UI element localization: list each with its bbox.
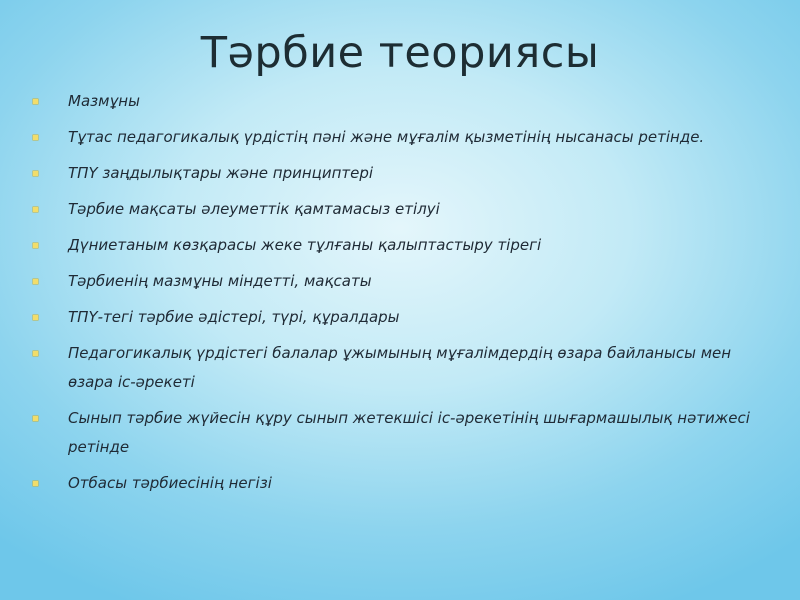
- bullet-square-icon: [33, 481, 38, 486]
- bullet-square-icon: [33, 315, 38, 320]
- bullet-square-icon: [33, 279, 38, 284]
- list-item: [30, 404, 780, 462]
- bullet-square-icon: [33, 99, 38, 104]
- list-item-text: Дүниетаным көзқарасы жеке тұлғаны қалыптастыру тірегі: [68, 236, 542, 254]
- bullet-square-icon: [33, 135, 38, 140]
- bullet-square-icon: [33, 351, 38, 356]
- list-item-text: Отбасы тәрбиесінің негізі: [68, 474, 272, 492]
- list-item-text: ТПҮ заңдылықтары және принциптері: [68, 164, 374, 182]
- bullet-square-icon: [33, 416, 38, 421]
- list-item-text: Тұтас педагогикалық үрдістің пәні және мұғалім қызметінің нысанасы ретінде.: [68, 128, 705, 146]
- list-item: [30, 159, 780, 188]
- list-item: [30, 231, 780, 260]
- list-item-text: Тәрбиенің мазмұны міндетті, мақсаты: [68, 272, 372, 290]
- bullet-square-icon: [33, 243, 38, 248]
- list-item-text: Тәрбие мақсаты әлеуметтік қамтамасыз етілуі: [68, 200, 440, 218]
- bullet-square-icon: [33, 171, 38, 176]
- bullet-square-icon: [33, 207, 38, 212]
- list-item: [30, 469, 780, 498]
- list-item-text: Мазмұны: [68, 92, 140, 110]
- list-item: [30, 87, 780, 116]
- bullet-list: [30, 87, 780, 505]
- list-item-text: Сынып тәрбие жүйесін құру сынып жетекшісі іс-әрекетінің шығармашылық нәтижесі ретінде: [68, 409, 750, 456]
- slide-title: Тәрбие теориясы: [200, 28, 600, 78]
- list-item: [30, 123, 780, 152]
- list-item: [30, 303, 780, 332]
- list-item: [30, 195, 780, 224]
- list-item: [30, 339, 780, 397]
- list-item-text: Педагогикалық үрдістегі балалар ұжымының мұғалімдердің өзара байланысы мен өзара іс-әрекеті: [68, 344, 732, 391]
- list-item: [30, 267, 780, 296]
- list-item-text: ТПҮ-тегі тәрбие әдістері, түрі, құралдары: [68, 308, 400, 326]
